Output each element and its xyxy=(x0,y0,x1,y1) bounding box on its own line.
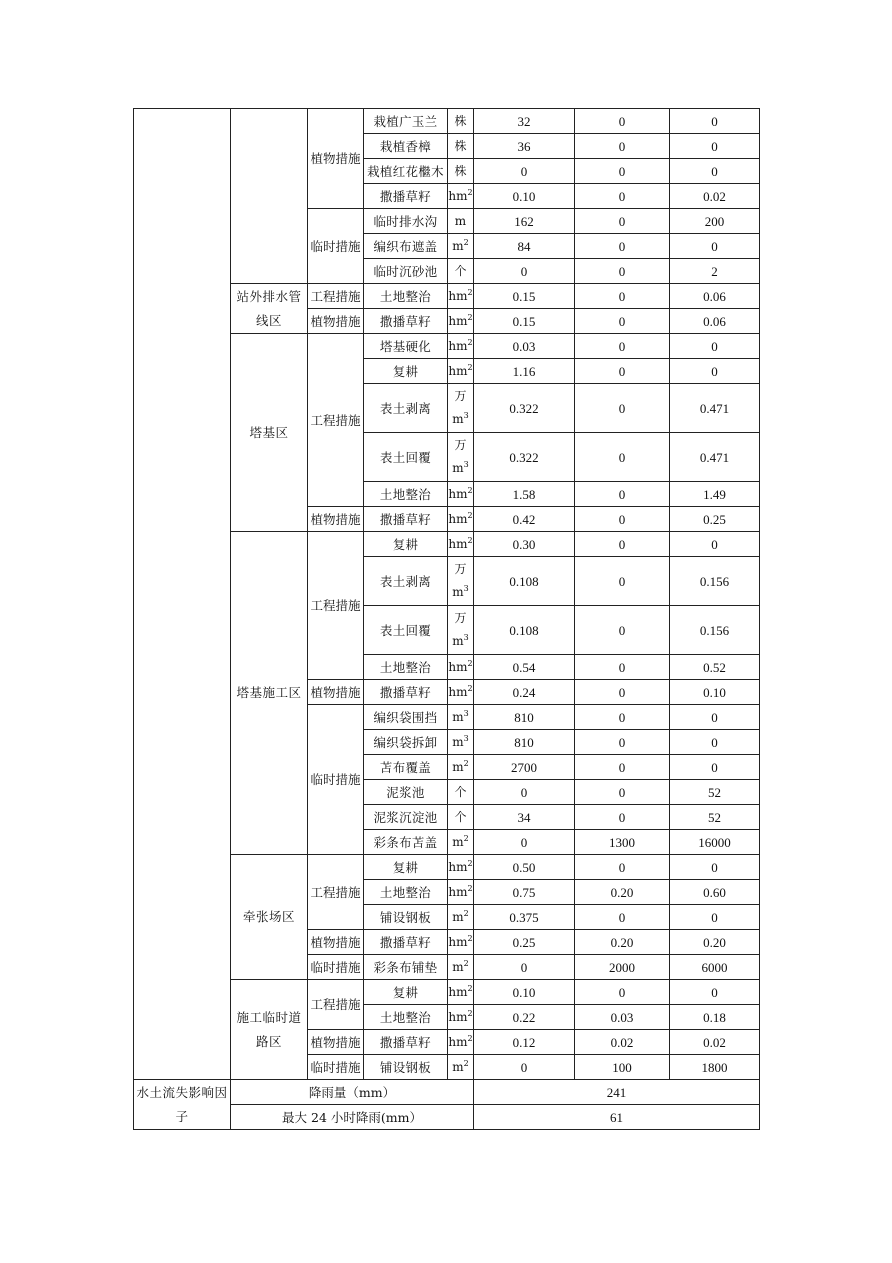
value-cell-2: 0 xyxy=(575,482,670,507)
area-cell-tower-construction: 塔基施工区 xyxy=(231,532,308,855)
measure-name-cell: 撒播草籽 xyxy=(364,680,448,705)
soil-conservation-measures-table xyxy=(133,108,760,1130)
value-cell-1: 0.10 xyxy=(474,184,575,209)
value-cell-3: 0 xyxy=(670,705,760,730)
unit-cell: 万 $m^3$ xyxy=(448,606,474,655)
factor-name-cell: 降雨量（mm） xyxy=(231,1080,474,1105)
value-cell-2: 0 xyxy=(575,680,670,705)
value-cell-3: 0.06 xyxy=(670,309,760,334)
measure-name-cell: 土地整治 xyxy=(364,284,448,309)
value-cell-2: 100 xyxy=(575,1055,670,1080)
value-cell-3: 0 xyxy=(670,359,760,384)
value-cell-1: 34 xyxy=(474,805,575,830)
measure-category-cell: 植物措施 xyxy=(308,680,364,705)
unit-cell: $hm^2$ xyxy=(448,680,474,705)
value-cell-1: 0.24 xyxy=(474,680,575,705)
measure-name-cell: 土地整治 xyxy=(364,655,448,680)
value-cell-1: 0.50 xyxy=(474,855,575,880)
unit-cell: $hm^2$ xyxy=(448,284,474,309)
value-cell-1: 0.15 xyxy=(474,284,575,309)
value-cell-1: 0.108 xyxy=(474,606,575,655)
value-cell-2: 0 xyxy=(575,507,670,532)
value-cell-3: 0 xyxy=(670,730,760,755)
factor-value-cell: 241 xyxy=(474,1080,760,1105)
measure-name-cell: 撒播草籽 xyxy=(364,184,448,209)
value-cell-3: 2 xyxy=(670,259,760,284)
measure-name-cell: 撒播草籽 xyxy=(364,309,448,334)
value-cell-3: 6000 xyxy=(670,955,760,980)
value-cell-1: 0.22 xyxy=(474,1005,575,1030)
measure-name-cell: 泥浆沉淀池 xyxy=(364,805,448,830)
value-cell-3: 0 xyxy=(670,109,760,134)
value-cell-3: 0.02 xyxy=(670,184,760,209)
value-cell-1: 0 xyxy=(474,159,575,184)
value-cell-2: 0 xyxy=(575,309,670,334)
value-cell-3: 16000 xyxy=(670,830,760,855)
measure-category-cell: 临时措施 xyxy=(308,955,364,980)
value-cell-1: 0 xyxy=(474,1055,575,1080)
value-cell-3: 0.20 xyxy=(670,930,760,955)
measure-category-cell: 临时措施 xyxy=(308,705,364,855)
value-cell-1: 0.322 xyxy=(474,433,575,482)
table-row xyxy=(134,109,760,134)
value-cell-2: 0.02 xyxy=(575,1030,670,1055)
value-cell-1: 2700 xyxy=(474,755,575,780)
value-cell-1: 0.15 xyxy=(474,309,575,334)
value-cell-3: 200 xyxy=(670,209,760,234)
unit-cell: $m^2$ xyxy=(448,234,474,259)
unit-cell: $hm^2$ xyxy=(448,482,474,507)
unit-cell: 个 xyxy=(448,805,474,830)
area-cell-temp-road: 施工临时道路区 xyxy=(231,980,308,1080)
unit-cell: $hm^2$ xyxy=(448,532,474,557)
measure-name-cell: 土地整治 xyxy=(364,482,448,507)
measure-name-cell: 铺设钢板 xyxy=(364,905,448,930)
measure-category-cell: 临时措施 xyxy=(308,209,364,284)
measure-category-cell: 临时措施 xyxy=(308,1055,364,1080)
measure-category-cell: 工程措施 xyxy=(308,532,364,680)
value-cell-2: 0 xyxy=(575,905,670,930)
value-cell-2: 0 xyxy=(575,705,670,730)
value-cell-1: 0.12 xyxy=(474,1030,575,1055)
measure-name-cell: 临时排水沟 xyxy=(364,209,448,234)
value-cell-3: 0.02 xyxy=(670,1030,760,1055)
measure-name-cell: 编织布遮盖 xyxy=(364,234,448,259)
value-cell-2: 0 xyxy=(575,109,670,134)
value-cell-2: 0 xyxy=(575,805,670,830)
unit-cell: $hm^2$ xyxy=(448,1005,474,1030)
measure-name-cell: 编织袋拆卸 xyxy=(364,730,448,755)
measure-name-cell: 苫布覆盖 xyxy=(364,755,448,780)
value-cell-3: 1800 xyxy=(670,1055,760,1080)
value-cell-3: 0.156 xyxy=(670,606,760,655)
value-cell-2: 0 xyxy=(575,284,670,309)
unit-cell: 万 $m^3$ xyxy=(448,384,474,433)
measure-name-cell: 栽植香樟 xyxy=(364,134,448,159)
measure-name-cell: 彩条布苫盖 xyxy=(364,830,448,855)
measure-name-cell: 土地整治 xyxy=(364,880,448,905)
value-cell-2: 0 xyxy=(575,557,670,606)
unit-cell: $m^2$ xyxy=(448,955,474,980)
value-cell-1: 0.75 xyxy=(474,880,575,905)
value-cell-2: 0 xyxy=(575,730,670,755)
value-cell-1: 84 xyxy=(474,234,575,259)
value-cell-3: 0 xyxy=(670,855,760,880)
measure-name-cell: 泥浆池 xyxy=(364,780,448,805)
measure-category-cell: 工程措施 xyxy=(308,980,364,1030)
value-cell-2: 0 xyxy=(575,384,670,433)
unit-cell: 株 xyxy=(448,159,474,184)
value-cell-2: 0 xyxy=(575,259,670,284)
value-cell-3: 0.60 xyxy=(670,880,760,905)
measure-name-cell: 临时沉砂池 xyxy=(364,259,448,284)
value-cell-3: 0.18 xyxy=(670,1005,760,1030)
value-cell-1: 0.03 xyxy=(474,334,575,359)
value-cell-1: 0.42 xyxy=(474,507,575,532)
measure-name-cell: 表土回覆 xyxy=(364,433,448,482)
measure-name-cell: 撒播草籽 xyxy=(364,930,448,955)
value-cell-2: 0 xyxy=(575,433,670,482)
value-cell-1: 0.10 xyxy=(474,980,575,1005)
value-cell-3: 0.25 xyxy=(670,507,760,532)
measure-name-cell: 栽植红花檵木 xyxy=(364,159,448,184)
value-cell-2: 0 xyxy=(575,134,670,159)
value-cell-1: 0.30 xyxy=(474,532,575,557)
value-cell-3: 0.471 xyxy=(670,384,760,433)
unit-cell: $hm^2$ xyxy=(448,507,474,532)
measure-category-cell: 植物措施 xyxy=(308,507,364,532)
measure-category-cell: 植物措施 xyxy=(308,309,364,334)
value-cell-1: 0 xyxy=(474,830,575,855)
value-cell-2: 2000 xyxy=(575,955,670,980)
project-cell-continued xyxy=(134,109,231,1080)
value-cell-3: 52 xyxy=(670,780,760,805)
value-cell-2: 0.20 xyxy=(575,930,670,955)
measure-name-cell: 表土剥离 xyxy=(364,557,448,606)
factor-value-cell: 61 xyxy=(474,1105,760,1130)
value-cell-1: 1.58 xyxy=(474,482,575,507)
measure-category-cell: 植物措施 xyxy=(308,109,364,209)
value-cell-1: 0.375 xyxy=(474,905,575,930)
unit-cell: $m^2$ xyxy=(448,830,474,855)
value-cell-1: 0.25 xyxy=(474,930,575,955)
measure-name-cell: 撒播草籽 xyxy=(364,1030,448,1055)
factor-label-cell: 水土流失影响因子 xyxy=(134,1080,231,1130)
value-cell-2: 0 xyxy=(575,655,670,680)
unit-cell: 株 xyxy=(448,109,474,134)
value-cell-3: 0 xyxy=(670,134,760,159)
factor-name-cell: 最大 24 小时降雨(mm） xyxy=(231,1105,474,1130)
value-cell-1: 810 xyxy=(474,705,575,730)
measure-name-cell: 表土剥离 xyxy=(364,384,448,433)
area-cell-tower-base: 塔基区 xyxy=(231,334,308,532)
measure-name-cell: 彩条布铺垫 xyxy=(364,955,448,980)
unit-cell: $hm^2$ xyxy=(448,1030,474,1055)
value-cell-2: 0 xyxy=(575,780,670,805)
measure-name-cell: 复耕 xyxy=(364,532,448,557)
measure-name-cell: 撒播草籽 xyxy=(364,507,448,532)
measure-category-cell: 植物措施 xyxy=(308,930,364,955)
table-body xyxy=(134,109,760,1130)
value-cell-1: 0.108 xyxy=(474,557,575,606)
value-cell-2: 0 xyxy=(575,980,670,1005)
unit-cell: $hm^2$ xyxy=(448,880,474,905)
value-cell-1: 36 xyxy=(474,134,575,159)
value-cell-1: 0 xyxy=(474,259,575,284)
unit-cell: 个 xyxy=(448,780,474,805)
measure-category-cell: 植物措施 xyxy=(308,1030,364,1055)
area-cell-tension-yard: 牵张场区 xyxy=(231,855,308,980)
unit-cell: $m^2$ xyxy=(448,905,474,930)
unit-cell: $m^3$ xyxy=(448,705,474,730)
value-cell-3: 0.06 xyxy=(670,284,760,309)
measure-category-cell: 工程措施 xyxy=(308,855,364,930)
unit-cell: $hm^2$ xyxy=(448,359,474,384)
value-cell-3: 0 xyxy=(670,234,760,259)
unit-cell: $hm^2$ xyxy=(448,855,474,880)
value-cell-3: 0.156 xyxy=(670,557,760,606)
value-cell-3: 0 xyxy=(670,334,760,359)
value-cell-3: 0 xyxy=(670,532,760,557)
unit-cell: m xyxy=(448,209,474,234)
value-cell-2: 0.03 xyxy=(575,1005,670,1030)
measure-name-cell: 表土回覆 xyxy=(364,606,448,655)
unit-cell: 万 $m^3$ xyxy=(448,433,474,482)
value-cell-3: 0 xyxy=(670,980,760,1005)
unit-cell: 株 xyxy=(448,134,474,159)
measure-name-cell: 栽植广玉兰 xyxy=(364,109,448,134)
unit-cell: 万 $m^3$ xyxy=(448,557,474,606)
unit-cell: $hm^2$ xyxy=(448,184,474,209)
value-cell-2: 0 xyxy=(575,855,670,880)
unit-cell: $hm^2$ xyxy=(448,309,474,334)
value-cell-1: 162 xyxy=(474,209,575,234)
value-cell-2: 0 xyxy=(575,606,670,655)
unit-cell: $hm^2$ xyxy=(448,334,474,359)
value-cell-3: 0.10 xyxy=(670,680,760,705)
measure-category-cell: 工程措施 xyxy=(308,334,364,507)
value-cell-2: 0 xyxy=(575,184,670,209)
measure-category-cell: 工程措施 xyxy=(308,284,364,309)
value-cell-2: 1300 xyxy=(575,830,670,855)
value-cell-3: 0.471 xyxy=(670,433,760,482)
unit-cell: $m^3$ xyxy=(448,730,474,755)
value-cell-1: 0 xyxy=(474,780,575,805)
value-cell-1: 810 xyxy=(474,730,575,755)
value-cell-2: 0 xyxy=(575,209,670,234)
value-cell-2: 0 xyxy=(575,532,670,557)
value-cell-2: 0.20 xyxy=(575,880,670,905)
value-cell-2: 0 xyxy=(575,755,670,780)
value-cell-2: 0 xyxy=(575,234,670,259)
value-cell-3: 0 xyxy=(670,755,760,780)
value-cell-3: 0.52 xyxy=(670,655,760,680)
value-cell-3: 0 xyxy=(670,905,760,930)
value-cell-1: 0 xyxy=(474,955,575,980)
value-cell-2: 0 xyxy=(575,334,670,359)
unit-cell: $m^2$ xyxy=(448,755,474,780)
value-cell-1: 0.322 xyxy=(474,384,575,433)
measure-name-cell: 复耕 xyxy=(364,855,448,880)
unit-cell: $hm^2$ xyxy=(448,930,474,955)
measure-name-cell: 铺设钢板 xyxy=(364,1055,448,1080)
value-cell-1: 1.16 xyxy=(474,359,575,384)
value-cell-3: 1.49 xyxy=(670,482,760,507)
value-cell-3: 52 xyxy=(670,805,760,830)
measure-name-cell: 编织袋围挡 xyxy=(364,705,448,730)
value-cell-1: 32 xyxy=(474,109,575,134)
unit-cell: $m^2$ xyxy=(448,1055,474,1080)
measure-name-cell: 塔基硬化 xyxy=(364,334,448,359)
unit-cell: $hm^2$ xyxy=(448,980,474,1005)
value-cell-2: 0 xyxy=(575,159,670,184)
measure-name-cell: 土地整治 xyxy=(364,1005,448,1030)
value-cell-2: 0 xyxy=(575,359,670,384)
measure-name-cell: 复耕 xyxy=(364,980,448,1005)
factor-row xyxy=(134,1080,760,1105)
unit-cell: $hm^2$ xyxy=(448,655,474,680)
unit-cell: 个 xyxy=(448,259,474,284)
area-cell-offsite-drainage: 站外排水管线区 xyxy=(231,284,308,334)
measure-name-cell: 复耕 xyxy=(364,359,448,384)
value-cell-3: 0 xyxy=(670,159,760,184)
value-cell-1: 0.54 xyxy=(474,655,575,680)
area-cell-continued xyxy=(231,109,308,284)
